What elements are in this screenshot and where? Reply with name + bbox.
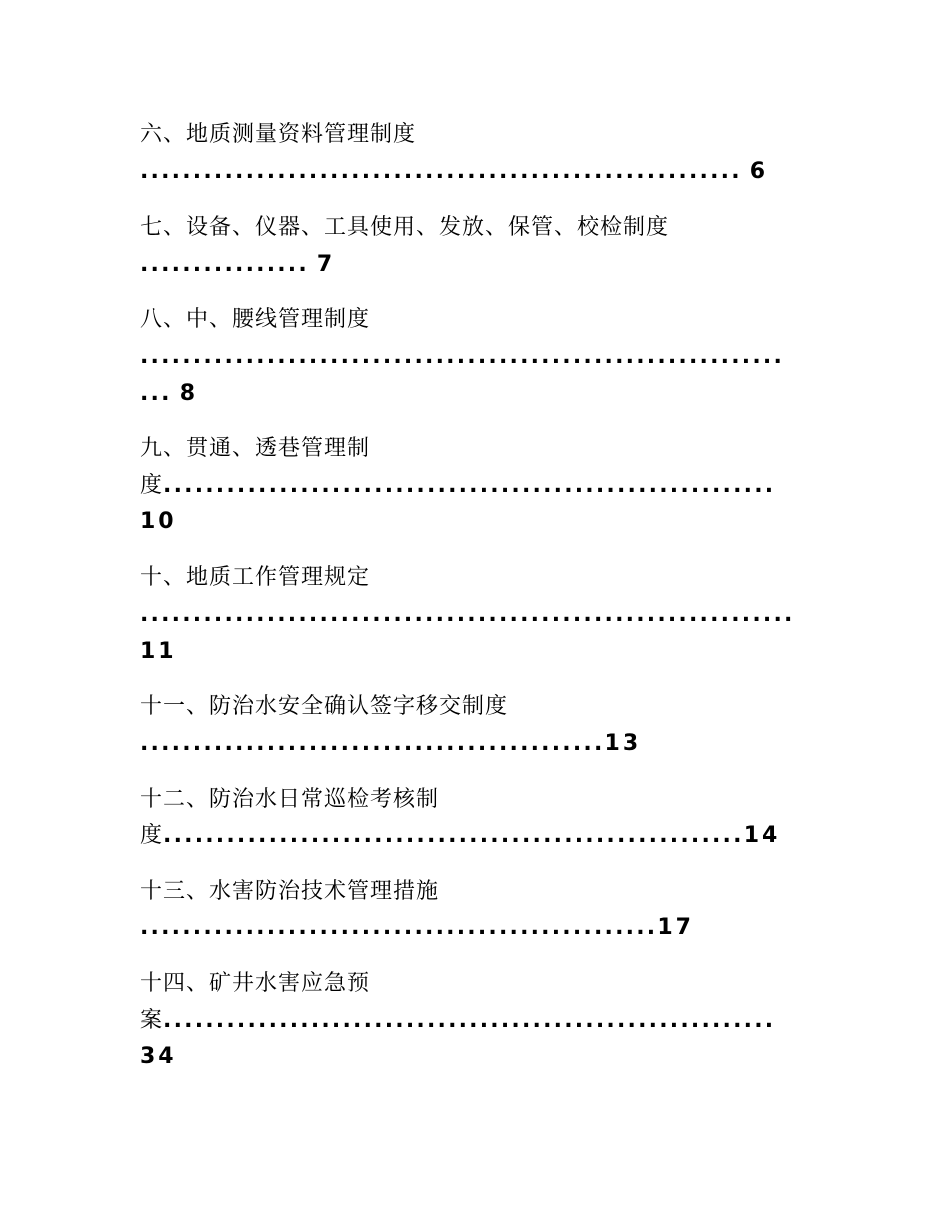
toc-title-wrap: 案 [140,1008,164,1033]
toc-leader-line [140,1007,775,1035]
toc-dot-leader: ... [140,381,172,406]
toc-title: 七、设备、仪器、工具使用、发放、保管、校检制度 [140,215,670,240]
toc-leader-line [140,251,335,279]
toc-page-line [140,1043,177,1071]
toc-page-number: 14 [743,823,781,848]
toc-title-wrap: 度 [140,473,164,498]
toc-title-wrap: 度 [140,823,164,848]
toc-page-line [140,638,177,666]
toc-page-number: 17 [657,915,694,940]
toc-leader-line [140,730,641,758]
toc-title: 十三、水害防治技术管理措施 [140,879,440,904]
toc-page-number: 7 [316,252,336,277]
toc-leader-line [140,914,694,942]
toc-page-number: 10 [140,509,177,534]
toc-dot-leader: .......................................................... [163,473,776,498]
toc-page-number: 11 [140,639,177,664]
toc-page-number: 13 [604,731,642,756]
toc-title: 六、地质测量资料管理制度 [140,122,417,147]
toc-title: 十四、矿井水害应急预 [140,971,371,996]
toc-dot-leader: .............................................................. [140,602,795,627]
toc-dot-leader: ................ [140,252,309,277]
toc-dot-leader: .......................................................... [163,1008,776,1033]
toc-dot-leader: ............................................ [140,731,605,756]
toc-page-number: 8 [179,381,198,406]
toc-dot-leader: ................................................. [140,915,658,940]
toc-leader-line [140,601,795,629]
toc-dot-leader: ............................................................. [140,344,785,369]
toc-page-line [140,508,177,536]
toc-leader-line [140,822,780,850]
toc-leader-line [140,158,768,186]
toc-title: 十一、防治水安全确认签字移交制度 [140,694,509,719]
toc-title: 十二、防治水日常巡检考核制 [140,787,440,812]
toc-leader-line [140,472,775,500]
toc-leader-line [140,380,198,408]
toc-title: 九、贯通、透巷管理制 [140,436,371,461]
toc-title: 十、地质工作管理规定 [140,565,371,590]
toc-title: 八、中、腰线管理制度 [140,307,371,332]
toc-leader-line [140,343,784,371]
toc-page-number: 6 [749,159,769,184]
toc-page-number: 34 [140,1044,177,1069]
toc-dot-leader: ....................................................... [163,823,744,848]
toc-dot-leader: ......................................................... [140,159,742,184]
